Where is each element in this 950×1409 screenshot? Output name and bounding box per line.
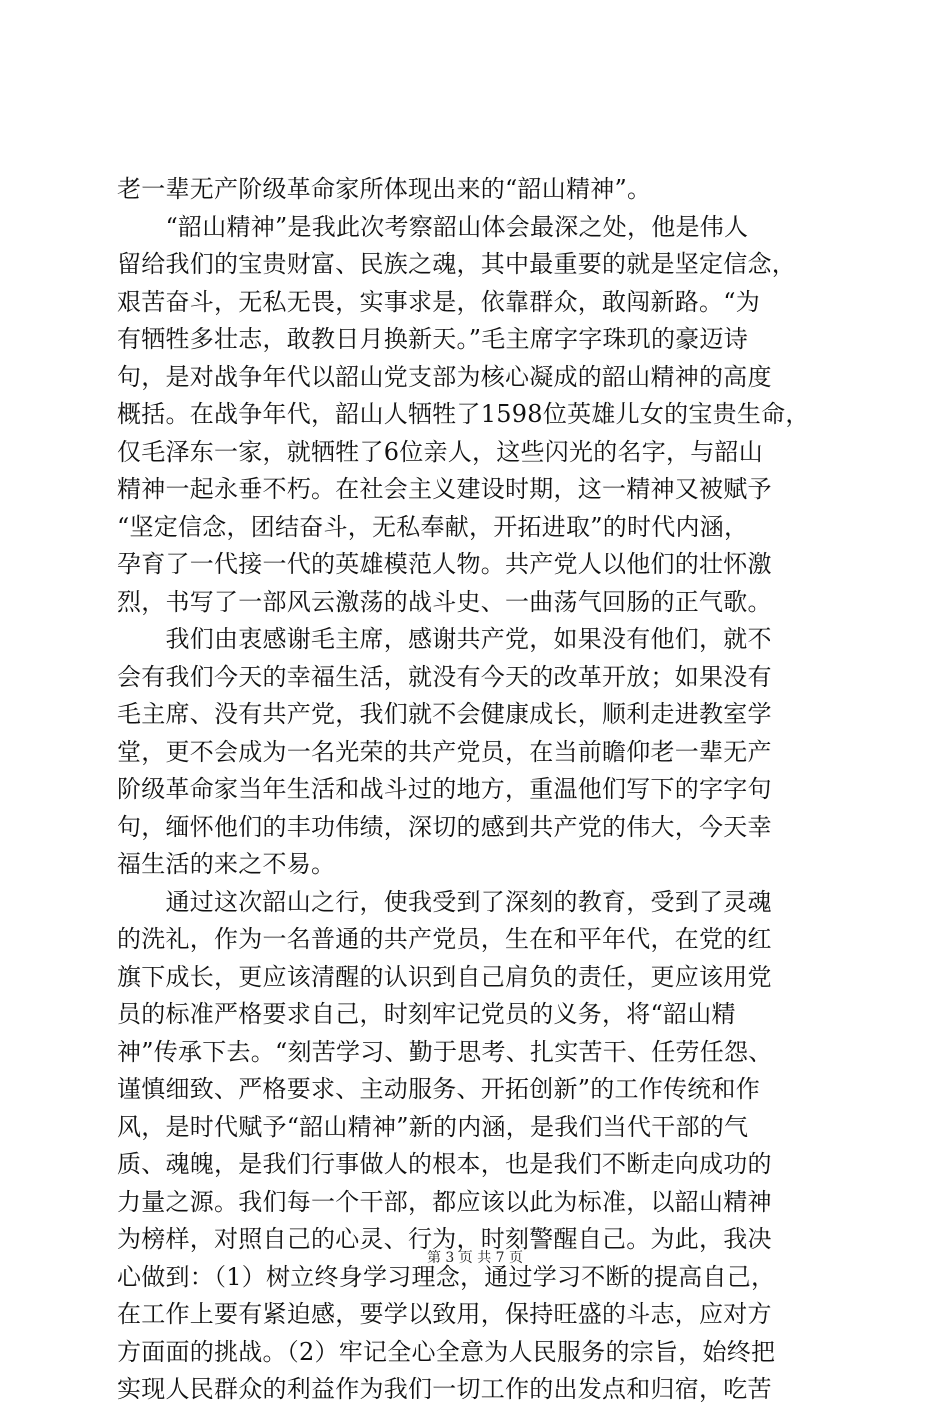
text-line: 神”传承下去。“刻苦学习、勤于思考、扎实苦干、任劳任怨、 [117,1037,773,1066]
text-line: 句，是对战争年代以韶山党支部为核心凝成的韶山精神的高度 [117,362,772,391]
text-line: 有牺牲多壮志，敢教日月换新天。”毛主席字字珠玑的豪迈诗 [117,325,749,353]
text-line: 福生活的来之不易。 [117,850,336,878]
text-line: 质、魂魄，是我们行事做人的根本，也是我们不断走向成功的 [117,1150,772,1178]
text-line: 留给我们的宝贵财富、民族之魂，其中最重要的就是坚定信念， [117,250,796,278]
text-line: 精神一起永垂不朽。在社会主义建设时期，这一精神又被赋予 [117,475,772,503]
text-line: 阶级革命家当年生活和战斗过的地方，重温他们写下的字字句 [117,775,772,803]
text-line: 烈，书写了一部风云激荡的战斗史、一曲荡气回肠的正气歌。 [117,587,772,616]
text-line: 力量之源。我们每一个干部，都应该以此为标准，以韶山精神 [117,1187,772,1216]
text-line: 毛主席、没有共产党，我们就不会健康成长，顺利走进教室学 [117,700,772,728]
text-line: 为榜样，对照自己的心灵、行为，时刻警醒自己。为此，我决 [117,1225,772,1253]
document-body [117,171,847,1409]
text-line: “韶山精神”是我此次考察韶山体会最深之处，他是伟人 [117,212,749,241]
page-footer: 第 3 页 共 7 页 [426,1250,524,1266]
text-line: 风，是时代赋予“韶山精神”新的内涵，是我们当代干部的气 [117,1112,749,1141]
text-line: 心做到：（1）树立终身学习理念，通过学习不断的提高自己， [117,1262,776,1291]
text-line: 堂，更不会成为一名光荣的共产党员，在当前瞻仰老一辈无产 [117,737,772,766]
text-line: 员的标准严格要求自己，时刻牢记党员的义务，将“韶山精 [117,1000,736,1028]
text-line: 在工作上要有紧迫感，要学以致用，保持旺盛的斗志，应对方 [117,1300,772,1328]
text-line: 谨慎细致、严格要求、主动服务、开拓创新”的工作传统和作 [117,1075,761,1103]
text-line: 通过这次韶山之行，使我受到了深刻的教育，受到了灵魂 [117,887,772,916]
text-line: 旗下成长，更应该清醒的认识到自己肩负的责任，更应该用党 [117,962,772,991]
text-line: 仅毛泽东一家，就牺牲了6位亲人，这些闪光的名字，与韶山 [117,437,764,466]
text-line: 艰苦奋斗，无私无畏，实事求是，依靠群众，敢闯新路。“为 [117,287,761,316]
text-line: “坚定信念，团结奋斗，无私奉献，开拓进取”的时代内涵， [117,512,749,541]
text-line: 我们由衷感谢毛主席，感谢共产党，如果没有他们，就不 [117,625,772,653]
text-line: 的洗礼，作为一名普通的共产党员，生在和平年代，在党的红 [117,925,772,953]
text-line: 句，缅怀他们的丰功伟绩，深切的感到共产党的伟大，今天幸 [117,812,772,841]
text-line: 概括。在战争年代，韶山人牺牲了1598位英雄儿女的宝贵生命， [117,400,810,428]
text-line: 实现人民群众的利益作为我们一切工作的出发点和归宿，吃苦 [117,1375,772,1403]
text-line: 老一辈无产阶级革命家所体现出来的“韶山精神”。 [117,175,652,203]
text-line: 方面面的挑战。（2）牢记全心全意为人民服务的宗旨，始终把 [117,1337,776,1366]
text-line: 孕育了一代接一代的英雄模范人物。共产党人以他们的壮怀激 [117,550,772,578]
text-line: 会有我们今天的幸福生活，就没有今天的改革开放；如果没有 [117,662,772,691]
